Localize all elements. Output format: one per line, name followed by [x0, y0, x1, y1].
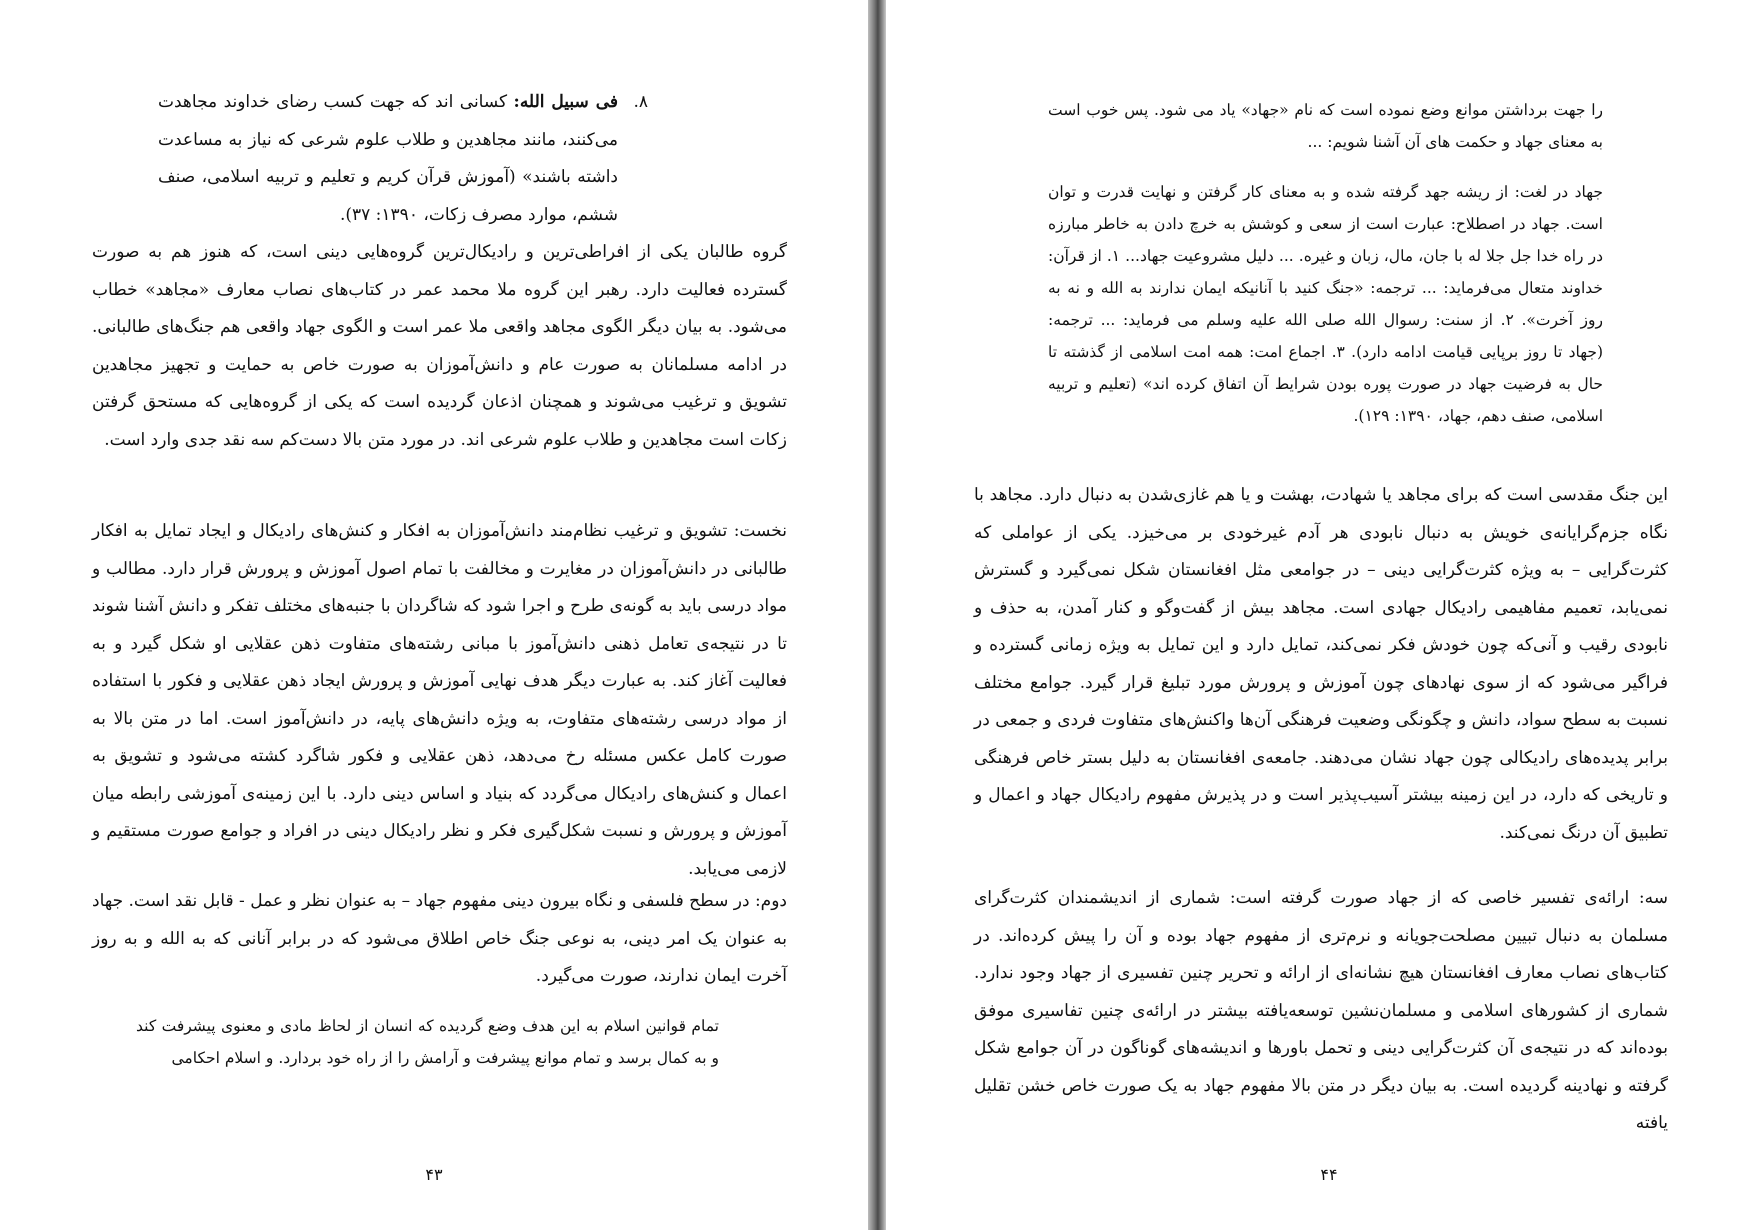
book-page-left — [0, 0, 868, 1230]
quote-block-right-2: جهاد در لغت: از ریشه جهد گرفته شده و به معنای کار گرفتن و نهایت قدرت و توان است. جهاد در اصطلاح: عبارت است از سعی و کوشش به خرچ دادن به خاطر مبارزه در راه خدا جل جلا له با جان، مال، زبان و غیره. ... دلیل مشروعیت جهاد... ۱. از قرآن: خداوند متعال می‌فرماید: ... ترجمه: «جنگ کنید با آنانیکه ایمان ندارند به الله و نه به روز آخرت». ۲. از سنت: رسوال الله صلی الله علیه وسلم می فرماید: ... ترجمه: (جهاد تا روز برپایی قیامت ادامه دارد). ۳. اجماع امت: همه امت اسلامی از گذشته تا حال به فرضیت جهاد در صورت پوره بودن شرایط آن اتفاق کرده اند» (تعلیم و تربیه اسلامی، صنف دهم، جهاد، ۱۳۹۰: ۱۲۹). — [1048, 183, 1603, 425]
paragraph-first-critique: نخست: تشویق و ترغیب نظام‌مند دانش‌آموزان به افکار و کنش‌های رادیکال و ایجاد تمایل به افکار طالبانی در دانش‌آموزان در مغایرت و مخالفت با تمام اصول آموزش و پرورش قرار دارد. مطالب و مواد درسی باید به گونه‌ی طرح و اجرا شود که شاگردان با جنبه‌های مختلف تفکر و دانش آشنا شوند تا در نتیجه‌ی تعامل ذهنی دانش‌آموز با مبانی رشته‌های متفاوت ذهن عقلایی او شکل گیرد و به فعالیت آغاز کند. به عبارت دیگر هدف نهایی آموزش و پرورش ایجاد ذهن عقلایی و فکور با استفاده از مواد درسی رشته‌های متفاوت، به ویژه دانش‌های پایه، در دانش‌آموز است. اما در متن بالا به صورت کامل عکس مسئله رخ می‌دهد، ذهن عقلایی و فکور شاگرد کشته می‌شود و تشویق به اعمال و کنش‌های رادیکال می‌گردد که بنیاد و اساس دینی دارد. با این زمینه‌ی آموزشی رابطه میان آموزش و پرورش و نسبت شکل‌گیری فکر و نظر رادیکال دینی در افراد و جوامع صورت مستقیم و لازمی می‌یابد. — [92, 521, 787, 879]
paragraph-taliban: گروه طالبان یکی از افراطی‌ترین و رادیکال‌ترین گروه‌هایی دینی است، که هنوز هم به صورت گسترده فعالیت دارد. رهبر این گروه ملا محمد عمر در کتاب‌های نصاب معارف «مجاهد» خطاب می‌شود. به بیان دیگر الگوی مجاهد واقعی ملا عمر است و الگوی جهاد واقعی هم جنگ‌های طالبانی. در ادامه مسلمانان به صورت عام و دانش‌آموزان به صورت خاص به حمایت و تجهیز مجاهدین تشویق و ترغیب می‌شوند و همچنان اذعان گردیده است که یکی از گروه‌هایی که مستحق گرفتن زکات است مجاهدین و طلاب علوم شرعی اند. در مورد متن بالا دست‌کم سه نقد جدی وارد است. — [92, 242, 787, 450]
book-page-right — [886, 0, 1756, 1230]
list-text: کسانی اند که جهت کسب رضای خداوند مجاهدت می‌کنند، مانند مجاهدین و طلاب علوم شرعی که نیاز به مساعدت داشته باشند» (آموزش قرآن کریم و تعلیم و تربیه اسلامی، صنف ششم، موارد مصرف زکات، ۱۳۹۰: ۳۷). — [158, 92, 618, 225]
list-number: ۸. — [633, 92, 648, 112]
paragraph-second-critique: دوم: در سطح فلسفی و نگاه بیرون دینی مفهوم جهاد – به عنوان نظر و عمل - قابل نقد است. جهاد به عنوان یک امر دینی، به نوعی جنگ خاص اطلاق می‌شود که در برابر آنانی که به الله و به روز آخرت ایمان ندارند، صورت می‌گیرد. — [92, 891, 787, 986]
paragraph-third-critique: سه: ارائه‌ی تفسیر خاصی که از جهاد صورت گرفته است: شماری از اندیشمندان کثرت‌گرای مسلمان به دنبال تبیین مصلحت‌جویانه و نرم‌تری از مفهوم جهاد بوده و آن را پیش کرده‌اند. در کتاب‌های نصاب معارف افغانستان هیچ نشانه‌ای از ارائه و تحریر چنین تفسیری از جهاد وجود ندارد. شماری از کشورهای اسلامی و مسلمان‌نشین توسعه‌یافته بیشتر در ارائه‌ی چنین تفاسیری موفق بوده‌اند که در نتیجه‌ی آن کثرت‌گرایی دینی و تحمل باورها و اندیشه‌های گوناگون در آن جوامع شکل گرفته و نهادینه گردیده است. به بیان دیگر در متن بالا مفهوم جهاد به یک صورت خاص خشن تقلیل یافته — [974, 888, 1668, 1133]
paragraph-holy-war: این جنگ مقدسی است که برای مجاهد یا شهادت، بهشت و یا هم غازی‌شدن به دنبال دارد. مجاهد با نگاه جزم‌گرایانه‌ی خویش به دنبال نابودی هر آدم غیرخودی بر می‌خیزد. یکی از عواملی که کثرت‌گرایی – به ویژه کثرت‌گرایی دینی – در جوامعی مثل افغانستان شکل نمی‌گیرد و گسترش نمی‌یابد، تعمیم مفاهیمی رادیکال جهادی است. مجاهد بیش از گفت‌وگو و کنار آمدن، به حذف و نابودی رقیب و آنی‌که چون خودش فکر نمی‌کند، تمایل دارد و این تمایل به ویژه زمانی گسترده و فراگیر می‌شود که از سوی نهادهای چون آموزش و پرورش مورد تبلیغ قرار گیرد. جوامع مختلف نسبت به سطح سواد، دانش و چگونگی وضعیت فرهنگی آن‌ها واکنش‌های متفاوت فردی و جمعی در برابر پدیده‌های رادیکالی چون جهاد نشان می‌دهند. جامعه‌ی افغانستان به دلیل بستر خاص فرهنگی و تاریخی که دارد، در این زمینه بیشتر آسیب‌پذیر است و در پذیرش مفهوم رادیکال جهاد و اعمال و تطبیق آن درنگ نمی‌کند. — [974, 485, 1668, 843]
quote-block-left: تمام قوانین اسلام به این هدف وضع گردیده که انسان از لحاظ مادی و معنوی پیشرفت کند و به کمال برسد و تمام موانع پیشرفت و آرامش را از راه خود بردارد. و اسلام احکامی — [136, 1017, 719, 1067]
list-term: فی سبیل الله: — [513, 92, 619, 112]
book-spine — [868, 0, 886, 1230]
page-number-right: ۴۴ — [1320, 1165, 1338, 1184]
quote-block-right-1: را جهت برداشتن موانع وضع نموده است که نام «جهاد» یاد می شود. پس خوب است به معنای جهاد و حکمت های آن آشنا شویم: ... — [1048, 101, 1603, 151]
page-number-left: ۴۳ — [425, 1165, 443, 1184]
list-item-fi-sabilillah — [158, 84, 648, 234]
